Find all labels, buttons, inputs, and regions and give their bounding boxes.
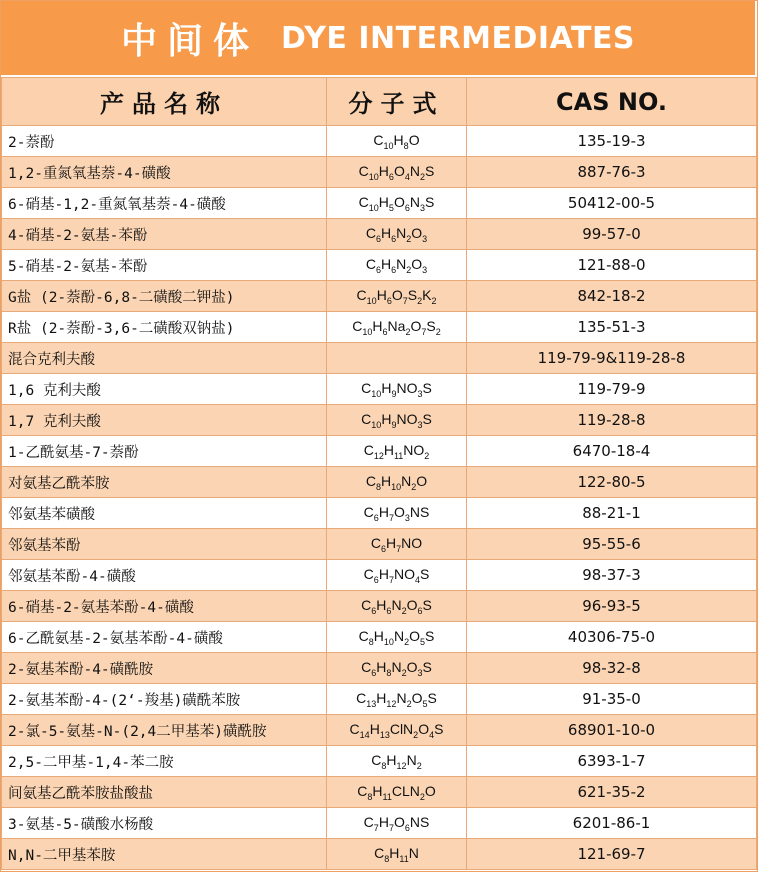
product-name-cell: G盐 (2-萘酚-6,8-二磺酸二钾盐) bbox=[2, 281, 327, 312]
title-english: DYE INTERMEDIATES bbox=[280, 20, 636, 56]
cas-number-cell: 119-79-9 bbox=[467, 374, 757, 405]
product-name-cell: 1,7 克利夫酸 bbox=[2, 405, 327, 436]
formula-cell: $C_{10}H_9NO_3S$ bbox=[327, 374, 467, 405]
header-row bbox=[2, 78, 757, 126]
formula-cell: $C_8H_{12}N_2$ bbox=[327, 746, 467, 777]
product-name-cell: 1,2-重氮氧基萘-4-磺酸 bbox=[2, 157, 327, 188]
cas-number-cell: 99-57-0 bbox=[467, 219, 757, 250]
table-row bbox=[2, 374, 757, 405]
product-name-cell: 2-氨基苯酚-4-磺酰胺 bbox=[2, 653, 327, 684]
header-cas: CAS NO. bbox=[467, 78, 757, 126]
table-row bbox=[2, 777, 757, 808]
formula-cell: $C_6H_6N_2O_3$ bbox=[327, 219, 467, 250]
cas-number-cell: 6201-86-1 bbox=[467, 808, 757, 839]
cas-number-cell: 98-32-8 bbox=[467, 653, 757, 684]
cas-number-cell: 6470-18-4 bbox=[467, 436, 757, 467]
product-name-cell: 4-硝基-2-氨基-苯酚 bbox=[2, 219, 327, 250]
cas-number-cell: 98-37-3 bbox=[467, 560, 757, 591]
formula-cell: $C_6H_7NO_4S$ bbox=[327, 560, 467, 591]
cas-number-cell: 842-18-2 bbox=[467, 281, 757, 312]
cas-number-cell: 887-76-3 bbox=[467, 157, 757, 188]
table-row bbox=[2, 405, 757, 436]
title-chinese: 中间体 bbox=[120, 20, 259, 62]
formula-cell: $C_6H_7NO$ bbox=[327, 529, 467, 560]
header-product-name: 产品名称 bbox=[2, 78, 327, 126]
table-row bbox=[2, 622, 757, 653]
formula-cell: $C_{10}H_6O_4N_2S$ bbox=[327, 157, 467, 188]
product-name-cell: 邻氨基苯磺酸 bbox=[2, 498, 327, 529]
table-row bbox=[2, 436, 757, 467]
product-name-cell: 混合克利夫酸 bbox=[2, 343, 327, 374]
cas-number-cell: 68901-10-0 bbox=[467, 715, 757, 746]
table-row bbox=[2, 343, 757, 374]
cas-number-cell: 91-35-0 bbox=[467, 684, 757, 715]
product-name-cell: 1,6 克利夫酸 bbox=[2, 374, 327, 405]
formula-cell: $C_6H_6N_2O_6S$ bbox=[327, 591, 467, 622]
product-name-cell: 邻氨基苯酚-4-磺酸 bbox=[2, 560, 327, 591]
table-row bbox=[2, 653, 757, 684]
formula-cell: $C_{10}H_6Na_2O_7S_2$ bbox=[327, 312, 467, 343]
product-name-cell: 6-硝基-1,2-重氮氧基萘-4-磺酸 bbox=[2, 188, 327, 219]
table-row bbox=[2, 219, 757, 250]
title-bar bbox=[1, 1, 755, 75]
cas-number-cell: 96-93-5 bbox=[467, 591, 757, 622]
product-name-cell: 2-萘酚 bbox=[2, 126, 327, 157]
cas-number-cell: 40306-75-0 bbox=[467, 622, 757, 653]
product-name-cell: N,N-二甲基苯胺 bbox=[2, 839, 327, 870]
cas-number-cell: 122-80-5 bbox=[467, 467, 757, 498]
formula-cell: $C_{10}H_9NO_3S$ bbox=[327, 405, 467, 436]
cas-number-cell: 135-51-3 bbox=[467, 312, 757, 343]
table-row bbox=[2, 591, 757, 622]
product-name-cell: 6-硝基-2-氨基苯酚-4-磺酸 bbox=[2, 591, 327, 622]
table-row bbox=[2, 312, 757, 343]
cas-number-cell: 95-55-6 bbox=[467, 529, 757, 560]
table-row bbox=[2, 250, 757, 281]
formula-cell: $C_{14}H_{13}ClN_2O_4S$ bbox=[327, 715, 467, 746]
formula-cell: $C_{12}H_{11}NO_2$ bbox=[327, 436, 467, 467]
formula-cell: $C_8H_{11}N$ bbox=[327, 839, 467, 870]
product-name-cell: 2-氯-5-氨基-N-(2,4二甲基苯)磺酰胺 bbox=[2, 715, 327, 746]
formula-cell: $C_{10}H_8O$ bbox=[327, 126, 467, 157]
formula-cell: $C_8H_{10}N_2O$ bbox=[327, 467, 467, 498]
formula-cell: $C_6H_7O_3NS$ bbox=[327, 498, 467, 529]
table-row bbox=[2, 684, 757, 715]
product-name-cell: 6-乙酰氨基-2-氨基苯酚-4-磺酸 bbox=[2, 622, 327, 653]
formula-cell: $C_{10}H_5O_6N_3S$ bbox=[327, 188, 467, 219]
cas-number-cell: 621-35-2 bbox=[467, 777, 757, 808]
header-formula: 分子式 bbox=[327, 78, 467, 126]
cas-number-cell: 119-79-9&119-28-8 bbox=[467, 343, 757, 374]
product-name-cell: 邻氨基苯酚 bbox=[2, 529, 327, 560]
table-row bbox=[2, 715, 757, 746]
product-name-cell: 对氨基乙酰苯胺 bbox=[2, 467, 327, 498]
formula-cell bbox=[327, 343, 467, 374]
table-row bbox=[2, 281, 757, 312]
formula-cell: $C_6H_6N_2O_3$ bbox=[327, 250, 467, 281]
cas-number-cell: 135-19-3 bbox=[467, 126, 757, 157]
formula-cell: $C_6H_8N_2O_3S$ bbox=[327, 653, 467, 684]
formula-cell: $C_7H_7O_6NS$ bbox=[327, 808, 467, 839]
formula-cell: $C_{10}H_6O_7S_2K_2$ bbox=[327, 281, 467, 312]
table-row bbox=[2, 560, 757, 591]
product-name-cell: 5-硝基-2-氨基-苯酚 bbox=[2, 250, 327, 281]
product-name-cell: 3-氨基-5-磺酸水杨酸 bbox=[2, 808, 327, 839]
table-row bbox=[2, 746, 757, 777]
product-name-cell: 间氨基乙酰苯胺盐酸盐 bbox=[2, 777, 327, 808]
cas-number-cell: 88-21-1 bbox=[467, 498, 757, 529]
table-row bbox=[2, 188, 757, 219]
cas-number-cell: 119-28-8 bbox=[467, 405, 757, 436]
formula-cell: $C_8H_{11}CLN_2O$ bbox=[327, 777, 467, 808]
cas-number-cell: 6393-1-7 bbox=[467, 746, 757, 777]
product-name-cell: R盐 (2-萘酚-3,6-二磺酸双钠盐) bbox=[2, 312, 327, 343]
cas-number-cell: 121-69-7 bbox=[467, 839, 757, 870]
cas-number-cell: 50412-00-5 bbox=[467, 188, 757, 219]
product-name-cell: 2-氨基苯酚-4-(2‘-羧基)磺酰苯胺 bbox=[2, 684, 327, 715]
intermediates-table bbox=[1, 77, 757, 870]
table-row bbox=[2, 126, 757, 157]
table-row bbox=[2, 498, 757, 529]
table-row bbox=[2, 157, 757, 188]
formula-cell: $C_8H_{10}N_2O_5S$ bbox=[327, 622, 467, 653]
cas-number-cell: 121-88-0 bbox=[467, 250, 757, 281]
table-row bbox=[2, 529, 757, 560]
table-row bbox=[2, 839, 757, 870]
product-name-cell: 2,5-二甲基-1,4-苯二胺 bbox=[2, 746, 327, 777]
table-row bbox=[2, 467, 757, 498]
table-body bbox=[2, 126, 757, 870]
table-row bbox=[2, 808, 757, 839]
formula-cell: $C_{13}H_{12}N_2O_5S$ bbox=[327, 684, 467, 715]
product-name-cell: 1-乙酰氨基-7-萘酚 bbox=[2, 436, 327, 467]
